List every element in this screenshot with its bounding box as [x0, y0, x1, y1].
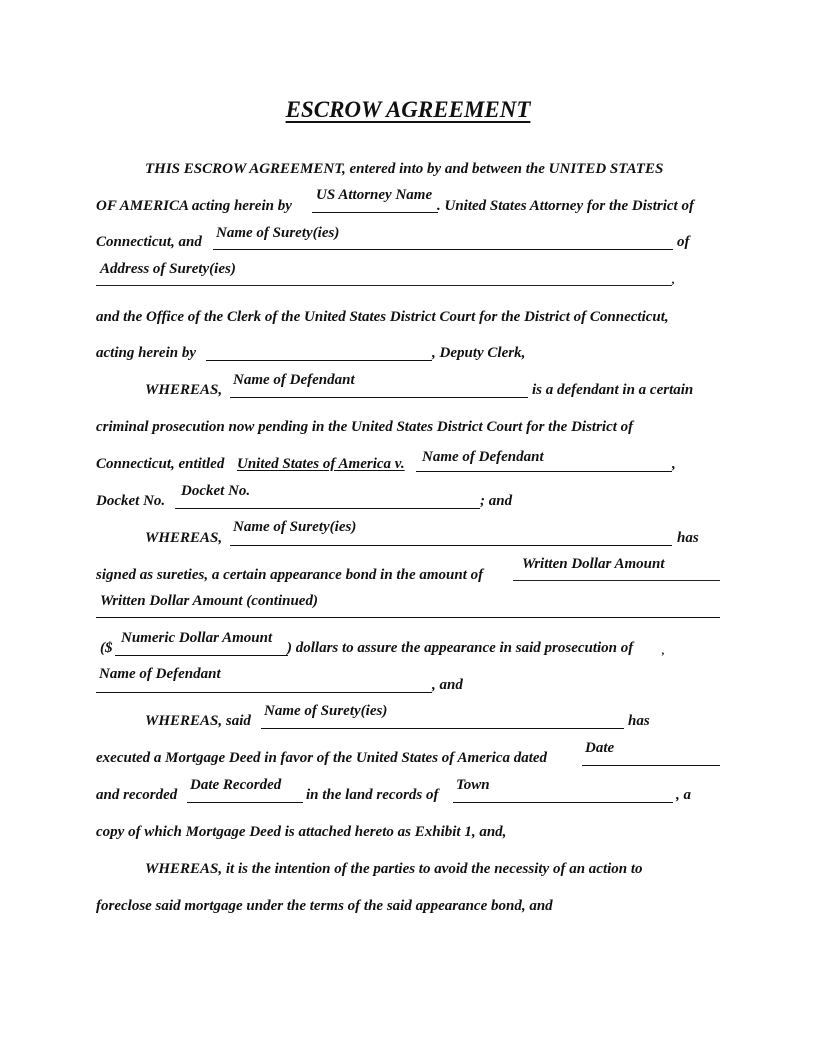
text-signed-as-sureties: signed as sureties, a certain appearance bond in the amount of: [96, 567, 484, 583]
text-and-2: , and: [432, 677, 463, 693]
text-address-comma: ,: [672, 272, 675, 286]
text-foreclose: foreclose said mortgage under the terms of the said appearance bond, and: [96, 898, 553, 914]
text-of: of: [677, 234, 690, 250]
text-copy-of-mortgage: copy of which Mortgage Deed is attached hereto as Exhibit 1, and,: [96, 824, 507, 840]
text-and-1: ; and: [480, 493, 513, 509]
defendant-name-field-1[interactable]: Name of Defendant: [233, 372, 355, 388]
text-executed-mortgage: executed a Mortgage Deed in favor of the United States of America dated: [96, 750, 548, 766]
text-dollars-to-assure: ) dollars to assure the appearance in said prosecution of: [287, 640, 634, 656]
written-amount-continued-field[interactable]: Written Dollar Amount (continued): [100, 593, 318, 609]
text-deputy-clerk: , Deputy Clerk,: [432, 345, 526, 361]
text-whereas-1: WHEREAS,: [145, 382, 223, 398]
text-acting-by: OF AMERICA acting herein by: [96, 198, 292, 214]
text-caption-comma: ,: [672, 456, 676, 472]
text-whereas-intention: WHEREAS, it is the intention of the parties to avoid the necessity of an action to: [145, 861, 643, 877]
surety-name-field-1[interactable]: Name of Surety(ies): [216, 225, 340, 241]
case-caption: United States of America v.: [237, 456, 405, 472]
document-title: ESCROW AGREEMENT: [285, 97, 531, 122]
surety-name-underline-3: [261, 728, 624, 729]
text-office-of-clerk: and the Office of the Clerk of the United States District Court for the District of Connecticut,: [96, 309, 669, 325]
defendant-name-underline-1: [230, 397, 528, 398]
written-amount-underline: [513, 580, 720, 581]
text-connecticut-and: Connecticut, and: [96, 234, 202, 250]
date-recorded-underline: [187, 802, 303, 803]
defendant-name-underline-3: [96, 692, 432, 693]
text-whereas-said: WHEREAS, said: [145, 713, 251, 729]
numeric-amount-field[interactable]: Numeric Dollar Amount: [121, 630, 273, 646]
opening-line: THIS ESCROW AGREEMENT, entered into by and between the UNITED STATES: [145, 161, 664, 177]
text-whereas-2: WHEREAS,: [145, 530, 223, 546]
surety-name-underline-2: [230, 545, 672, 546]
text-has-2: has: [628, 713, 650, 729]
surety-name-field-2[interactable]: Name of Surety(ies): [233, 519, 357, 535]
text-criminal-prosecution: criminal prosecution now pending in the United States District Court for the District of: [96, 419, 634, 435]
deputy-clerk-underline[interactable]: [206, 360, 432, 361]
us-attorney-name-underline: [312, 212, 438, 213]
text-a: , a: [676, 787, 691, 803]
surety-name-field-3[interactable]: Name of Surety(ies): [264, 703, 388, 719]
text-is-a-defendant: is a defendant in a certain: [532, 382, 694, 398]
defendant-name-underline-2: [416, 471, 672, 472]
town-field[interactable]: Town: [456, 777, 490, 793]
text-land-records: in the land records of: [306, 787, 439, 803]
text-prosecution-comma: ,: [662, 645, 665, 657]
text-and-recorded: and recorded: [96, 787, 178, 803]
defendant-name-field-2[interactable]: Name of Defendant: [422, 449, 544, 465]
text-connecticut-entitled: Connecticut, entitled: [96, 456, 225, 472]
text-docket-no: Docket No.: [96, 493, 166, 509]
docket-no-underline: [175, 508, 480, 509]
text-dollar-open: ($: [100, 640, 113, 656]
docket-no-field[interactable]: Docket No.: [181, 483, 251, 499]
date-field[interactable]: Date: [585, 740, 615, 756]
numeric-amount-underline: [115, 655, 288, 656]
us-attorney-name-field[interactable]: US Attorney Name: [316, 187, 433, 203]
date-recorded-field[interactable]: Date Recorded: [190, 777, 282, 793]
text-us-attorney-district: . United States Attorney for the District of: [437, 198, 694, 214]
surety-address-field[interactable]: Address of Surety(ies): [100, 261, 236, 277]
surety-name-underline-1: [213, 249, 673, 250]
written-amount-field[interactable]: Written Dollar Amount: [522, 556, 665, 572]
surety-address-underline: [96, 285, 672, 286]
written-amount-continued-underline: [96, 617, 720, 618]
defendant-name-field-3[interactable]: Name of Defendant: [99, 666, 221, 682]
town-underline: [453, 802, 673, 803]
text-has-1: has: [677, 530, 699, 546]
text-acting-herein-by: acting herein by: [96, 345, 196, 361]
date-underline: [582, 765, 720, 766]
